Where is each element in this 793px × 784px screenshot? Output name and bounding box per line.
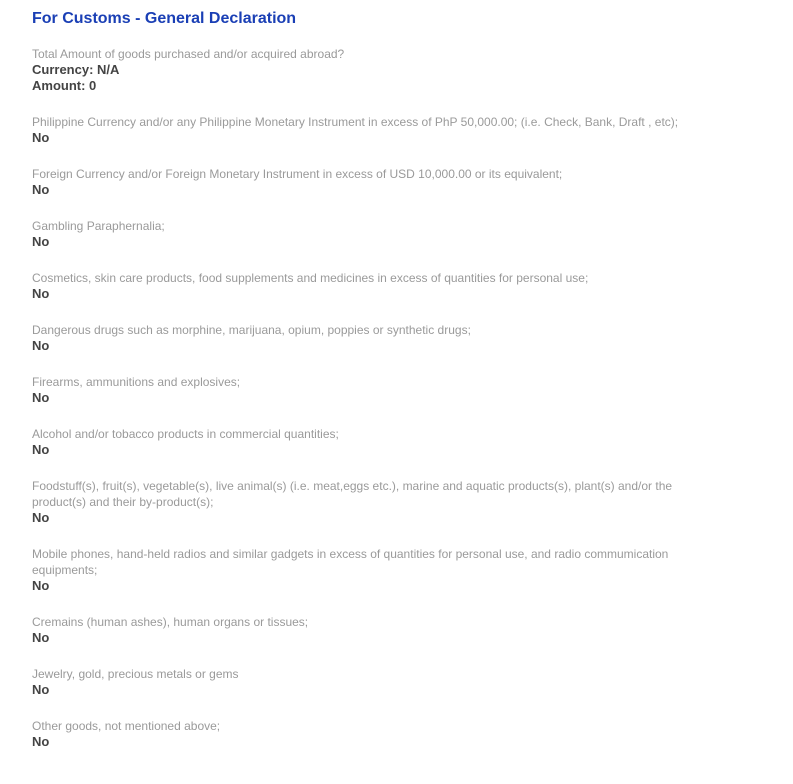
answer-value: No <box>32 286 50 301</box>
question-text: Total Amount of goods purchased and/or acquired abroad? <box>32 47 345 61</box>
answer-value: No <box>32 338 50 353</box>
declaration-item <box>32 666 692 698</box>
question-text: Firearms, ammunitions and explosives; <box>32 375 241 389</box>
answer-value: No <box>32 130 50 145</box>
answer-value: No <box>32 390 50 405</box>
declaration-item <box>32 270 692 302</box>
declaration-item <box>32 546 692 594</box>
answer-value: No <box>32 630 50 645</box>
question-text: Cremains (human ashes), human organs or tissues; <box>32 615 309 629</box>
question-text: Gambling Paraphernalia; <box>32 219 165 233</box>
amount-value: Amount: 0 <box>32 78 97 93</box>
question-text: Foreign Currency and/or Foreign Monetary Instrument in excess of USD 10,000.00 or its equivalent; <box>32 167 563 181</box>
declaration-item <box>32 114 692 146</box>
declaration-item <box>32 478 692 526</box>
answer-value: No <box>32 578 50 593</box>
question-text: Alcohol and/or tobacco products in commercial quantities; <box>32 427 339 441</box>
declaration-item <box>32 426 692 458</box>
question-text: Foodstuff(s), fruit(s), vegetable(s), live animal(s) (i.e. meat,eggs etc.), marine and aquatic products(s), plant(s) and/or the product(s) and their by-product(s); <box>32 479 673 509</box>
declaration-item <box>32 218 692 250</box>
answer-value: No <box>32 442 50 457</box>
declaration-item <box>32 374 692 406</box>
question-text: Mobile phones, hand-held radios and similar gadgets in excess of quantities for personal use, and radio commumication equipments; <box>32 547 669 577</box>
question-text: Dangerous drugs such as morphine, marijuana, opium, poppies or synthetic drugs; <box>32 323 471 337</box>
answer-value: No <box>32 734 50 749</box>
section-title: For Customs - General Declaration <box>32 10 297 27</box>
question-text: Other goods, not mentioned above; <box>32 719 221 733</box>
question-text: Jewelry, gold, precious metals or gems <box>32 667 239 681</box>
answer-value: No <box>32 234 50 249</box>
question-text: Cosmetics, skin care products, food supplements and medicines in excess of quantities for personal use; <box>32 271 589 285</box>
declaration-item <box>32 166 692 198</box>
answer-value: No <box>32 510 50 525</box>
answer-value: No <box>32 182 50 197</box>
answer-value: No <box>32 682 50 697</box>
declaration-item <box>32 718 692 750</box>
declaration-item <box>32 614 692 646</box>
declaration-item <box>32 322 692 354</box>
question-text: Philippine Currency and/or any Philippine Monetary Instrument in excess of PhP 50,000.00; (i.e. Check, Bank, Draft , etc); <box>32 115 679 129</box>
declaration-item-goods-total <box>32 46 692 94</box>
currency-value: Currency: N/A <box>32 62 120 77</box>
